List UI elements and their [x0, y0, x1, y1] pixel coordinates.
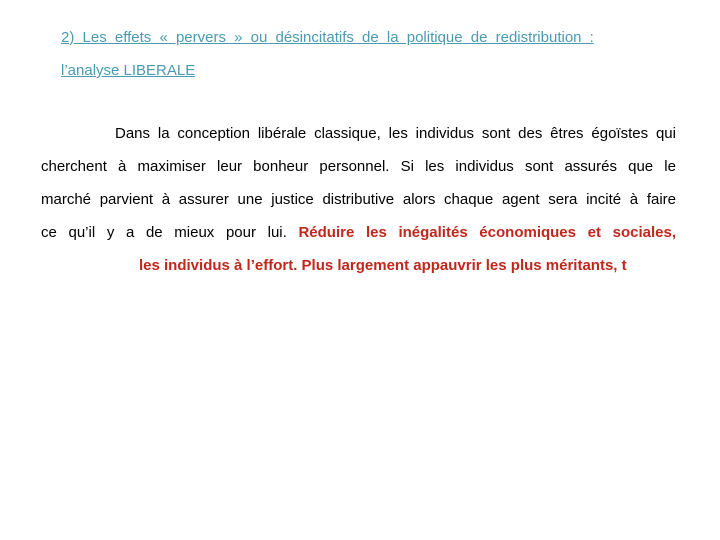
- section-subheading: l’analyse LIBERALE: [61, 62, 196, 79]
- paragraph-line-4: [41, 218, 676, 248]
- section-heading: 2) Les effets « pervers » ou désincitatifs de la politique de redistribution :: [61, 29, 594, 46]
- paragraph-line-5-highlight: les individus à l’effort. Plus largement appauvrir les plus méritants, t: [139, 257, 627, 274]
- paragraph-line-3: marché parvient à assurer une justice distributive alors chaque agent sera incité à faire: [41, 191, 676, 208]
- paragraph-line-1: Dans la conception libérale classique, les individus sont des êtres égoïstes qui: [115, 125, 676, 142]
- paragraph-line-4-highlight: Réduire les inégalités économiques et sociales,: [298, 224, 677, 241]
- paragraph-line-4-text: ce qu’il y a de mieux pour lui.: [41, 224, 287, 241]
- paragraph-line-2: cherchent à maximiser leur bonheur personnel. Si les individus sont assurés que le: [41, 158, 676, 175]
